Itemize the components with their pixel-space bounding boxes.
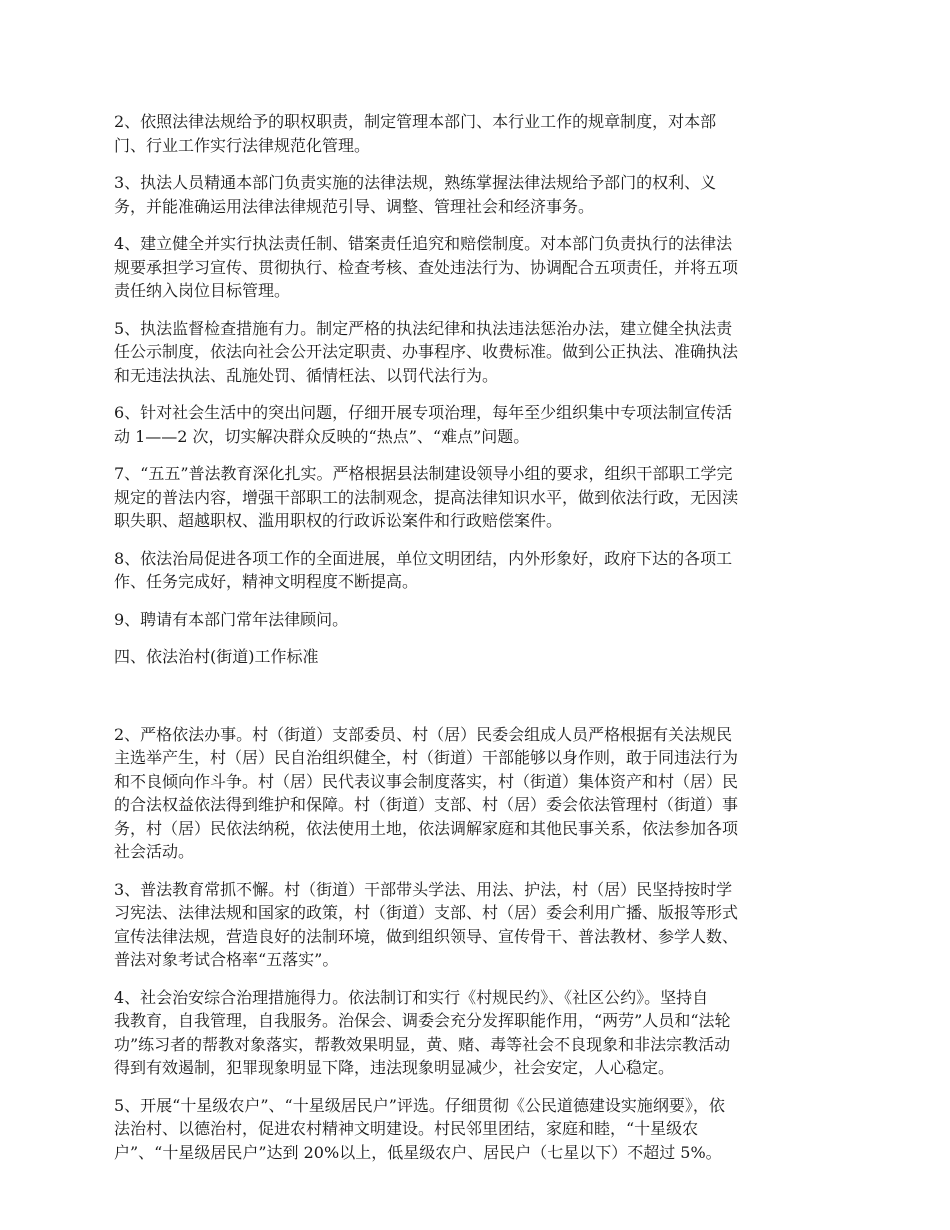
paragraph-item-7: 7、“五五”普法教育深化扎实。严格根据县法制建设领导小组的要求，组织干部职工学完 规定的普法内容，增强干部职工的法制观念，提高法律知识水平，做到依法行政，无因渎 职失职、超越职权、滥用职权的行政诉讼案件和行政赔偿案件。 xyxy=(114,464,739,530)
paragraph-item-3: 3、执法人员精通本部门负责实施的法律法规，熟练掌握法律法规给予部门的权利、义 务，并能准确运用法律法律规范引导、调整、管理社会和经济事务。 xyxy=(114,173,717,216)
village-paragraph-item-5: 5、开展“十星级农户”、“十星级居民户”评选。仔细贯彻《公民道德建设实施纲要》，依 法治村、以德治村，促进农村精神文明建设。村民邻里团结，家庭和睦，“十星级农 户”、“十星级居民户”达到 20%以上，低星级农户、居民户（七星以下）不超过 5%。 xyxy=(114,1095,725,1162)
village-paragraph-item-4: 4、社会治安综合治理措施得力。依法制订和实行《村规民约》、《社区公约》。坚持自 我教育，自我管理，自我服务。治保会、调委会充分发挥职能作用，“两劳”人员和“法轮 功”练习者的帮教对象落实，帮教效果明显，黄、赌、毒等社会不良现象和非法宗教活动 得到有效遏制，犯罪现象明显下降，违法现象明显减少，社会安定，人心稳定。 xyxy=(114,987,731,1077)
document-body xyxy=(114,110,844,1178)
section-gap xyxy=(114,683,844,723)
paragraph-item-9: 9、聘请有本部门常年法律顾问。 xyxy=(114,609,349,629)
paragraph-item-6: 6、针对社会生活中的突出问题，仔细开展专项治理，每年至少组织集中专项法制宣传活 动 1——2 次，切实解决群众反映的“热点”、“难点”问题。 xyxy=(114,403,733,446)
paragraph-item-4: 4、建立健全并实行执法责任制、错案责任追究和赔偿制度。对本部门负责执行的法律法 规要承担学习宣传、贯彻执行、检查考核、查处违法行为、协调配合五项责任，并将五项 责任纳入岗位目标管理。 xyxy=(114,234,739,300)
village-paragraph-item-3: 3、普法教育常抓不懈。村（街道）干部带头学法、用法、护法，村（居）民坚持按时学 习宪法、法律法规和国家的政策，村（街道）支部、村（居）委会利用广播、版报等形式 宣传法律法规，营造良好的法制环境，做到组织领导、宣传骨干、普法教材、参学人数、 普法对象考试合格率“五落实”。 xyxy=(114,879,739,969)
paragraph-item-5: 5、执法监督检查措施有力。制定严格的执法纪律和执法违法惩治办法，建立健全执法责 任公示制度，依法向社会公开法定职责、办事程序、收费标准。做到公正执法、准确执法 和无违法执法、乱施处罚、循情枉法、以罚代法行为。 xyxy=(114,318,739,385)
village-paragraph-item-2: 2、严格依法办事。村（街道）支部委员、村（居）民委会组成人员严格根据有关法规民 主选举产生，村（居）民自治组织健全，村（街道）干部能够以身作则，敢于同违法行为 和不良倾向作斗争。村（居）民代表议事会制度落实，村（街道）集体资产和村（居）民 的合法权益依法得到维护和保障。村（街道）支部、村（居）委会依法管理村（街道）事 务，村（居）民依法纳税，依法使用土地，依法调解家庭和其他民事关系，依法参加各项 社会活动。 xyxy=(114,724,739,861)
paragraph-item-8: 8、依法治局促进各项工作的全面进展，单位文明团结，内外形象好，政府下达的各项工 作、任务完成好，精神文明程度不断提高。 xyxy=(114,548,733,591)
paragraph-item-2: 2、依照法律法规给予的职权职责，制定管理本部门、本行业工作的规章制度，对本部 门、行业工作实行法律规范化管理。 xyxy=(114,112,717,155)
section-heading: 四、依法治村(街道)工作标准 xyxy=(114,647,319,666)
